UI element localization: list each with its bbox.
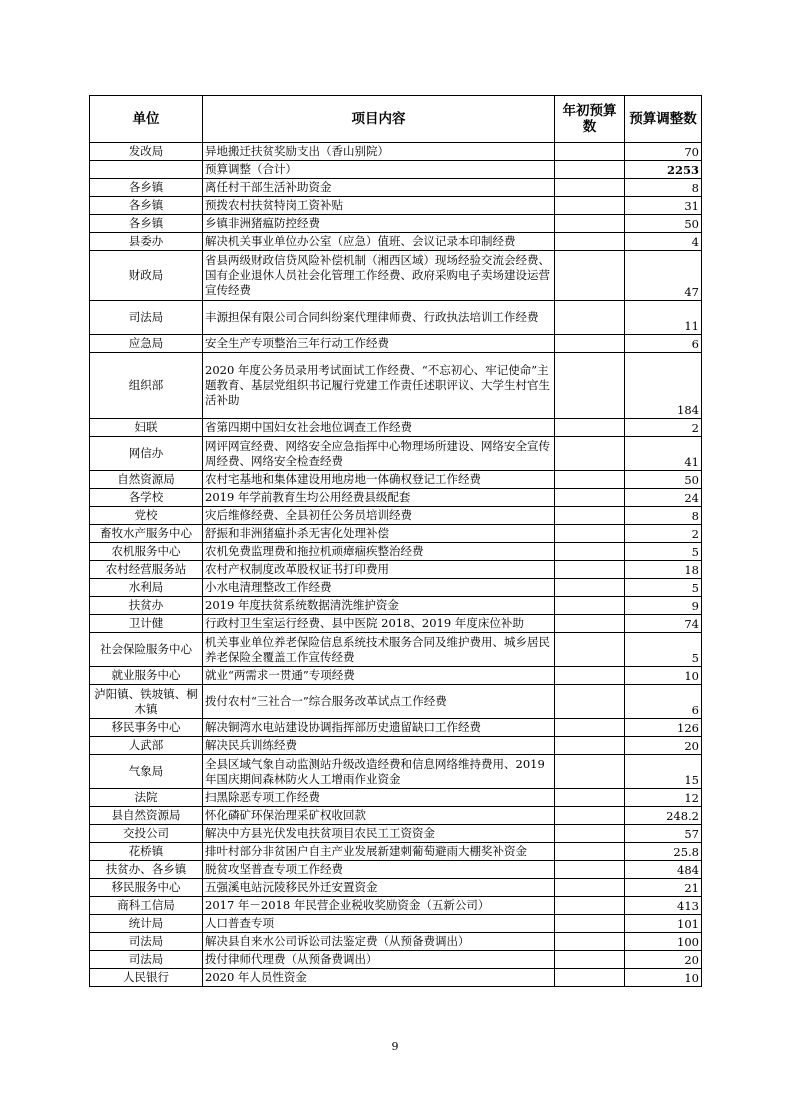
row-unit (90, 161, 203, 179)
row-unit: 交投公司 (90, 825, 203, 843)
row-initial-budget (555, 233, 625, 251)
table-row (90, 579, 702, 597)
row-budget-adjustment: 6 (625, 335, 702, 353)
row-budget-adjustment: 24 (625, 489, 702, 507)
row-unit: 农机服务中心 (90, 543, 203, 561)
row-unit: 发改局 (90, 143, 203, 161)
row-content: 解决铜湾水电站建设协调指挥部历史遗留缺口工作经费 (203, 719, 555, 737)
row-initial-budget (555, 471, 625, 489)
row-content: 丰源担保有限公司合同纠纷案代理律师费、行政执法培训工作经费 (203, 301, 555, 335)
page-number: 9 (391, 1040, 399, 1053)
header-budget-adjustment: 预算调整数 (625, 96, 702, 143)
row-content: 拨付农村“三社合一”综合服务改革试点工作经费 (203, 685, 555, 719)
table-row (90, 179, 702, 197)
row-budget-adjustment: 70 (625, 143, 702, 161)
row-content: 省第四期中国妇女社会地位调查工作经费 (203, 419, 555, 437)
row-budget-adjustment: 25.8 (625, 843, 702, 861)
budget-adjustment-table (89, 95, 702, 987)
row-initial-budget (555, 437, 625, 471)
row-budget-adjustment: 20 (625, 737, 702, 755)
row-budget-adjustment: 2253 (625, 161, 702, 179)
table-row (90, 251, 702, 301)
row-initial-budget (555, 807, 625, 825)
row-unit: 移民服务中心 (90, 879, 203, 897)
row-content: 行政村卫生室运行经费、县中医院 2018、2019 年度床位补助 (203, 615, 555, 633)
row-initial-budget (555, 915, 625, 933)
row-unit: 卫计健 (90, 615, 203, 633)
row-content: 2017 年－2018 年民营企业税收奖励资金（五新公司） (203, 897, 555, 915)
row-budget-adjustment: 41 (625, 437, 702, 471)
row-content: 解决中方县光伏发电扶贫项目农民工工资资金 (203, 825, 555, 843)
table-row (90, 633, 702, 667)
row-initial-budget (555, 179, 625, 197)
row-initial-budget (555, 879, 625, 897)
row-budget-adjustment: 6 (625, 685, 702, 719)
table-row (90, 233, 702, 251)
row-unit: 各乡镇 (90, 179, 203, 197)
table-row (90, 789, 702, 807)
table-row (90, 951, 702, 969)
table-row (90, 719, 702, 737)
table-row (90, 301, 702, 335)
table-row (90, 969, 702, 987)
row-unit: 统计局 (90, 915, 203, 933)
header-row (90, 96, 702, 143)
row-initial-budget (555, 685, 625, 719)
table-row (90, 471, 702, 489)
row-budget-adjustment: 20 (625, 951, 702, 969)
row-budget-adjustment: 11 (625, 301, 702, 335)
table-row (90, 597, 702, 615)
row-initial-budget (555, 419, 625, 437)
row-unit: 扶贫办、各乡镇 (90, 861, 203, 879)
row-content: 安全生产专项整治三年行动工作经费 (203, 335, 555, 353)
row-budget-adjustment: 9 (625, 597, 702, 615)
row-unit: 组织部 (90, 353, 203, 419)
row-content: 舒振和非洲猪瘟扑杀无害化处理补偿 (203, 525, 555, 543)
row-budget-adjustment: 74 (625, 615, 702, 633)
table-row (90, 807, 702, 825)
row-initial-budget (555, 861, 625, 879)
table-row (90, 843, 702, 861)
row-budget-adjustment: 8 (625, 507, 702, 525)
table-row (90, 933, 702, 951)
table-row (90, 915, 702, 933)
row-unit: 县自然资源局 (90, 807, 203, 825)
row-content: 排叶村部分非贫困户自主产业发展新建刺葡萄避雨大棚奖补资金 (203, 843, 555, 861)
table-row (90, 879, 702, 897)
row-initial-budget (555, 489, 625, 507)
row-initial-budget (555, 353, 625, 419)
table-row (90, 685, 702, 719)
table-row (90, 353, 702, 419)
row-budget-adjustment: 18 (625, 561, 702, 579)
row-content: 异地搬迁扶贫奖励支出（香山别院） (203, 143, 555, 161)
header-unit: 单位 (90, 96, 203, 143)
table-row (90, 419, 702, 437)
row-content: 2020 年人员性资金 (203, 969, 555, 987)
row-content: 省县两级财政信贷风险补偿机制（湘西区域）现场经验交流会经费、国有企业退休人员社会化管理工作经费、政府采购电子卖场建设运营宣传经费 (203, 251, 555, 301)
table-row (90, 543, 702, 561)
row-budget-adjustment: 10 (625, 667, 702, 685)
row-initial-budget (555, 525, 625, 543)
table-row (90, 825, 702, 843)
row-budget-adjustment: 184 (625, 353, 702, 419)
table-row (90, 561, 702, 579)
row-content: 乡镇非洲猪瘟防控经费 (203, 215, 555, 233)
row-content: 农村宅基地和集体建设用地房地一体确权登记工作经费 (203, 471, 555, 489)
row-initial-budget (555, 143, 625, 161)
row-unit: 各乡镇 (90, 197, 203, 215)
row-unit: 移民事务中心 (90, 719, 203, 737)
row-unit: 就业服务中心 (90, 667, 203, 685)
row-initial-budget (555, 251, 625, 301)
row-initial-budget (555, 633, 625, 667)
row-initial-budget (555, 897, 625, 915)
row-content: 预拨农村扶贫特岗工资补贴 (203, 197, 555, 215)
row-content: 解决民兵训练经费 (203, 737, 555, 755)
row-content: 扫黑除恶专项工作经费 (203, 789, 555, 807)
row-budget-adjustment: 15 (625, 755, 702, 789)
table-row (90, 197, 702, 215)
row-unit: 气象局 (90, 755, 203, 789)
row-initial-budget (555, 597, 625, 615)
row-unit: 人武部 (90, 737, 203, 755)
row-budget-adjustment: 57 (625, 825, 702, 843)
row-initial-budget (555, 951, 625, 969)
row-unit: 网信办 (90, 437, 203, 471)
row-budget-adjustment: 12 (625, 789, 702, 807)
row-initial-budget (555, 843, 625, 861)
row-content: 2019 年学前教育生均公用经费县级配套 (203, 489, 555, 507)
table-row (90, 489, 702, 507)
table-row (90, 897, 702, 915)
row-budget-adjustment: 8 (625, 179, 702, 197)
row-budget-adjustment: 4 (625, 233, 702, 251)
row-content: 农机免费监理费和拖拉机顽瘴痼疾整治经费 (203, 543, 555, 561)
row-initial-budget (555, 335, 625, 353)
row-content: 拨付律师代理费（从预备费调出） (203, 951, 555, 969)
row-budget-adjustment: 5 (625, 633, 702, 667)
row-content: 全县区域气象自动监测站升级改造经费和信息网络维持费用、2019 年国庆期间森林防火人工增雨作业资金 (203, 755, 555, 789)
row-budget-adjustment: 50 (625, 215, 702, 233)
row-budget-adjustment: 484 (625, 861, 702, 879)
row-unit: 各乡镇 (90, 215, 203, 233)
table-row (90, 161, 702, 179)
row-content: 人口普查专项 (203, 915, 555, 933)
row-budget-adjustment: 50 (625, 471, 702, 489)
row-budget-adjustment: 21 (625, 879, 702, 897)
row-budget-adjustment: 10 (625, 969, 702, 987)
row-unit: 司法局 (90, 301, 203, 335)
row-unit: 司法局 (90, 951, 203, 969)
row-content: 网评网宣经费、网络安全应急指挥中心物理场所建设、网络安全宣传周经费、网络安全检查经费 (203, 437, 555, 471)
table-row (90, 615, 702, 633)
row-content: 解决县自来水公司诉讼司法鉴定费（从预备费调出） (203, 933, 555, 951)
row-budget-adjustment: 5 (625, 543, 702, 561)
row-budget-adjustment: 2 (625, 525, 702, 543)
row-budget-adjustment: 126 (625, 719, 702, 737)
row-initial-budget (555, 579, 625, 597)
row-content: 离任村干部生活补助资金 (203, 179, 555, 197)
row-initial-budget (555, 561, 625, 579)
row-content: 就业“两需求一贯通”专项经费 (203, 667, 555, 685)
table-row (90, 755, 702, 789)
row-unit: 司法局 (90, 933, 203, 951)
row-initial-budget (555, 789, 625, 807)
table-row (90, 525, 702, 543)
table-row (90, 737, 702, 755)
header-initial-budget: 年初预算数 (555, 96, 625, 143)
row-budget-adjustment: 47 (625, 251, 702, 301)
row-initial-budget (555, 737, 625, 755)
row-initial-budget (555, 161, 625, 179)
row-initial-budget (555, 825, 625, 843)
row-content: 五强溪电站沅陵移民外迁安置资金 (203, 879, 555, 897)
row-budget-adjustment: 248.2 (625, 807, 702, 825)
row-initial-budget (555, 215, 625, 233)
row-budget-adjustment: 100 (625, 933, 702, 951)
row-budget-adjustment: 413 (625, 897, 702, 915)
row-initial-budget (555, 755, 625, 789)
row-unit: 自然资源局 (90, 471, 203, 489)
table-row (90, 861, 702, 879)
row-unit: 法院 (90, 789, 203, 807)
row-unit: 党校 (90, 507, 203, 525)
row-initial-budget (555, 615, 625, 633)
table-row (90, 143, 702, 161)
table-row (90, 335, 702, 353)
row-unit: 妇联 (90, 419, 203, 437)
row-unit: 人民银行 (90, 969, 203, 987)
row-content: 2019 年度扶贫系统数据清洗维护资金 (203, 597, 555, 615)
row-content: 机关事业单位养老保险信息系统技术服务合同及维护费用、城乡居民养老保险全覆盖工作宣传经费 (203, 633, 555, 667)
row-initial-budget (555, 933, 625, 951)
table-row (90, 215, 702, 233)
row-unit: 花桥镇 (90, 843, 203, 861)
row-unit: 畜牧水产服务中心 (90, 525, 203, 543)
row-content: 怀化磷矿环保治理采矿权收回款 (203, 807, 555, 825)
row-initial-budget (555, 197, 625, 215)
row-unit: 应急局 (90, 335, 203, 353)
header-content: 项目内容 (203, 96, 555, 143)
row-initial-budget (555, 507, 625, 525)
row-content: 农村产权制度改革股权证书打印费用 (203, 561, 555, 579)
row-unit: 农村经营服务站 (90, 561, 203, 579)
row-content: 2020 年度公务员录用考试面试工作经费、“不忘初心、牢记使命”主题教育、基层党组织书记履行党建工作责任述职评议、大学生村官生活补助 (203, 353, 555, 419)
row-unit: 县委办 (90, 233, 203, 251)
row-initial-budget (555, 719, 625, 737)
row-unit: 各学校 (90, 489, 203, 507)
row-content: 预算调整（合计） (203, 161, 555, 179)
row-unit: 泸阳镇、铁坡镇、桐木镇 (90, 685, 203, 719)
row-initial-budget (555, 301, 625, 335)
row-content: 解决机关事业单位办公室（应急）值班、会议记录本印制经费 (203, 233, 555, 251)
row-unit: 社会保险服务中心 (90, 633, 203, 667)
row-budget-adjustment: 31 (625, 197, 702, 215)
row-budget-adjustment: 101 (625, 915, 702, 933)
row-initial-budget (555, 969, 625, 987)
table-row (90, 437, 702, 471)
row-content: 灾后维修经费、全县初任公务员培训经费 (203, 507, 555, 525)
row-unit: 水利局 (90, 579, 203, 597)
table-row (90, 507, 702, 525)
row-initial-budget (555, 543, 625, 561)
row-unit: 扶贫办 (90, 597, 203, 615)
row-content: 脱贫攻坚普查专项工作经费 (203, 861, 555, 879)
row-initial-budget (555, 667, 625, 685)
row-budget-adjustment: 2 (625, 419, 702, 437)
row-unit: 商科工信局 (90, 897, 203, 915)
table-row (90, 667, 702, 685)
row-unit: 财政局 (90, 251, 203, 301)
row-content: 小水电清理整改工作经费 (203, 579, 555, 597)
row-budget-adjustment: 5 (625, 579, 702, 597)
